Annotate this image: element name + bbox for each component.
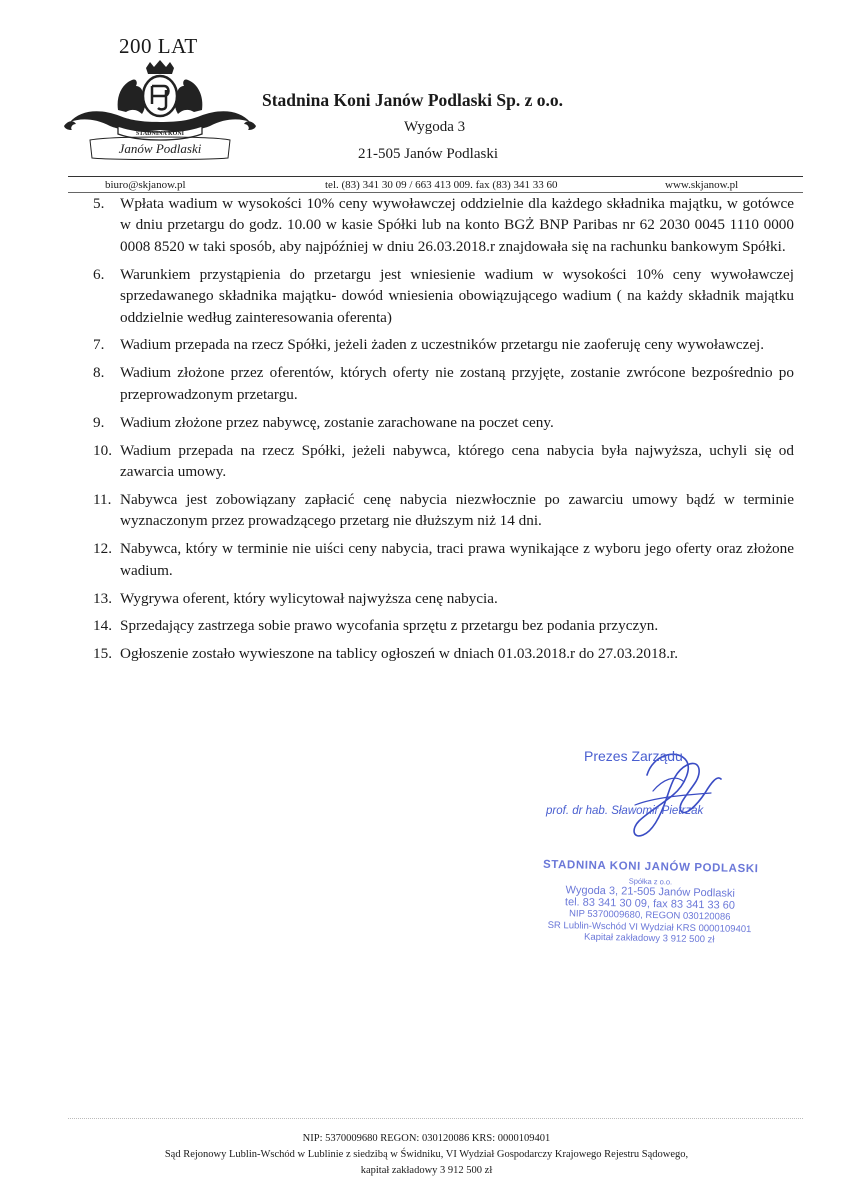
item-text: Wadium złożone przez oferentów, których oferty nie zostaną przyjęte, zostanie zwrócone bezpośrednio po przeprowadzonym przetargu. — [120, 364, 794, 403]
list-item — [93, 615, 794, 636]
item-text: Ogłoszenie zostało wywieszone na tablicy ogłoszeń w dniach 01.03.2018.r do 27.03.2018.r. — [120, 645, 679, 663]
svg-text:STADNINA KONI: STADNINA KONI — [135, 131, 185, 137]
item-number: 11. — [93, 490, 112, 508]
list-item — [93, 362, 794, 405]
item-number: 14. — [93, 617, 112, 635]
stamp-ids: NIP 5370009680, REGON 030120086 — [568, 908, 731, 923]
item-number: 6. — [93, 265, 105, 283]
list-item — [93, 643, 794, 664]
item-number: 8. — [93, 364, 105, 382]
item-text: Wadium przepada na rzecz Spółki, jeżeli nabywca, którego cena nabycia była najwyższa, uchyli się od zawarcia umowy. — [120, 441, 794, 480]
company-logo — [60, 60, 260, 165]
contact-email[interactable]: biuro@skjanow.pl — [105, 179, 186, 191]
item-text: Wpłata wadium w wysokości 10% ceny wywoławczej oddzielnie dla każdego składnika majątku, w gotówce w dniu przetargu do godz. 10.00 w kasie Spółki lub na konto BGŻ BNP Paribas nr 62 2030 0045 1110 0000 0008 8520 w taki sposób, aby najpóźniej w dniu 26.03.2018.r znajdowała się na rachunku bankowym Spółki. — [120, 195, 794, 255]
signatory-name: prof. dr hab. Sławomir Pietrzak — [546, 805, 704, 817]
list-item — [93, 193, 794, 257]
list-item — [93, 489, 794, 532]
header-divider-top — [68, 176, 803, 177]
stamp-register: SR Lublin-Wschód VI Wydział KRS 0000109401 — [547, 919, 752, 935]
signatory-title: Prezes Zarządu — [584, 748, 683, 764]
list-item — [93, 412, 794, 433]
item-text: Warunkiem przystąpienia do przetargu jest wniesienie wadium w wysokości 10% ceny wywoławczej sprzedawanego składnika majątku- dowód wniesienia obowiązującego wadium ( na każdy składnik majątku oddzielnie według zainteresowania oferenta) — [120, 265, 794, 326]
address-city: 21-505 Janów Podlaski — [358, 146, 498, 162]
item-text: Nabywca, który w terminie nie uiści ceny nabycia, traci prawa wynikające z wyboru jego oferty oraz złożone wadium. — [120, 540, 794, 579]
item-text: Sprzedający zastrzega sobie prawo wycofania sprzętu z przetargu bez podania przyczyn. — [120, 617, 659, 635]
terms-list — [93, 193, 794, 671]
list-item — [93, 588, 794, 609]
list-item — [93, 538, 794, 581]
item-text: Wygrywa oferent, który wylicytował najwyższa cenę nabycia. — [120, 589, 498, 607]
item-number: 12. — [93, 540, 112, 558]
item-number: 9. — [93, 413, 105, 431]
stamp-capital: Kapitał zakładowy 3 912 500 zł — [583, 931, 715, 946]
list-item — [93, 334, 794, 355]
item-text: Nabywca jest zobowiązany zapłacić cenę nabycia niezwłocznie po zawarciu umowy bądź w terminie wyznaczonym przez prowadzącego przetarg nie dłuższym niż 14 dni. — [120, 490, 794, 530]
item-number: 5. — [93, 195, 105, 212]
footer-court: Sąd Rejonowy Lublin-Wschód w Lublinie z siedzibą w Świdniku, VI Wydział Gospodarczy Krajowego Rejestru Sądowego, — [164, 1149, 689, 1160]
stamp-address: Wygoda 3, 21-505 Janów Podlaski — [565, 884, 735, 900]
item-text: Wadium przepada na rzecz Spółki, jeżeli żaden z uczestników przetargu nie zaoferuję ceny wywoławczej. — [120, 336, 765, 354]
anniversary-label: 200 LAT — [119, 34, 198, 58]
item-text: Wadium złożone przez nabywcę, zostanie zarachowane na poczet ceny. — [120, 413, 554, 431]
footer-registration-ids: NIP: 5370009680 REGON: 030120086 KRS: 0000109401 — [302, 1133, 551, 1144]
item-number: 10. — [93, 441, 112, 459]
stamp-company-name: STADNINA KONI JANÓW PODLASKI — [542, 858, 759, 876]
contact-website[interactable]: www.skjanow.pl — [665, 179, 739, 191]
address-street: Wygoda 3 — [404, 119, 466, 135]
item-number: 15. — [93, 645, 112, 663]
list-item — [93, 440, 794, 483]
footer-capital: kapitał zakładowy 3 912 500 zł — [360, 1165, 493, 1176]
stamp-phone: tel. 83 341 30 09, fax 83 341 33 60 — [564, 895, 736, 912]
item-number: 7. — [93, 336, 105, 354]
footer-divider — [68, 1118, 803, 1119]
contact-phone-fax: tel. (83) 341 30 09 / 663 413 009. fax (83) 341 33 60 — [325, 179, 558, 191]
svg-text:Janów Podlaski: Janów Podlaski — [118, 141, 202, 156]
list-item — [93, 264, 794, 328]
company-stamp — [514, 859, 786, 947]
item-number: 13. — [93, 589, 112, 607]
stamp-company-type: Spółka z o.o. — [628, 876, 673, 886]
company-name: Stadnina Koni Janów Podlaski Sp. z o.o. — [262, 90, 563, 110]
